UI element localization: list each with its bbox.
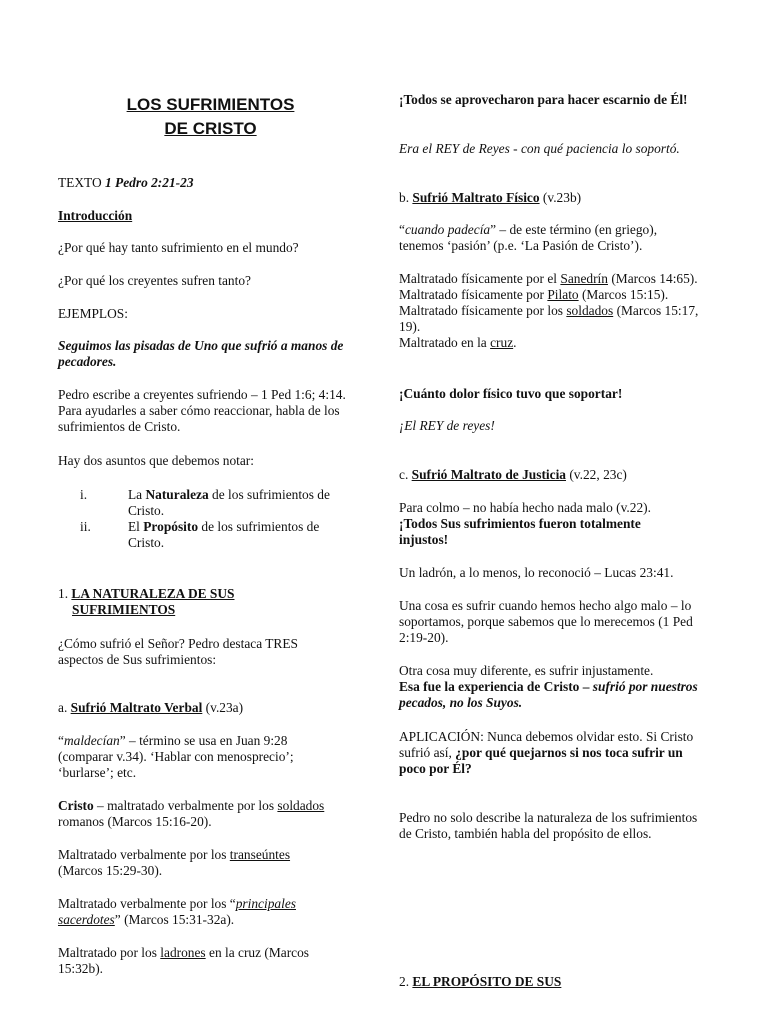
- f3-pre: Maltratado físicamente por los: [399, 303, 567, 318]
- a-title: Sufrió Maltrato Verbal: [70, 700, 203, 715]
- texto-line: [58, 175, 194, 191]
- list-bold: Naturaleza: [145, 487, 209, 502]
- cristo-bold: Cristo: [58, 798, 94, 813]
- maldecian-rest: ” – término se usa en Juan 9:28 (comparar v.34). ‘Hablar con menosprecio’; ‘burlarse’; etc.: [58, 733, 294, 780]
- hay-dos-paragraph: Hay dos asuntos que debemos notar:: [58, 453, 254, 468]
- section-2-heading: [399, 974, 561, 990]
- f3-u: soldados: [566, 303, 614, 318]
- section-2-num: 2.: [399, 974, 413, 989]
- apl-pre: APLICACIÓN: Nunca debemos olvidar esto. Si Cristo sufrió así,: [399, 729, 694, 760]
- cuanto-paragraph: ¡Cuánto dolor físico tuvo que soportar!: [399, 386, 623, 401]
- lad-end: en la cruz (Marcos 15:32b).: [58, 945, 310, 976]
- era-paragraph: Era el REY de Reyes - con qué paciencia lo soportó.: [399, 141, 680, 156]
- quote-open: “: [399, 222, 405, 237]
- title-line-1: LOS SUFRIMIENTOS: [126, 95, 295, 114]
- f1-end: (Marcos 14:65).: [607, 271, 698, 286]
- cristo-soldados: soldados: [277, 798, 325, 813]
- aplicacion-paragraph: [399, 729, 699, 777]
- trans-u: transeúntes: [229, 847, 291, 862]
- section-1-heading: [58, 586, 292, 618]
- todos-sus-paragraph: ¡Todos Sus sufrimientos fueron totalmente injustos!: [399, 516, 641, 547]
- ladron-paragraph: Un ladrón, a lo menos, lo reconoció – Lucas 23:41.: [399, 565, 674, 580]
- esa-bold: Esa fue la experiencia de Cristo –: [399, 679, 593, 694]
- c-ref: (v.22, 23c): [566, 467, 627, 482]
- ladrones-paragraph: [58, 945, 343, 977]
- a-ref: (v.23a): [202, 700, 244, 715]
- padecia-rest: ” – de este término (en griego), tenemos ‘pasión’ (p.e. ‘La Pasión de Cristo’).: [399, 222, 658, 253]
- trans-end: (Marcos 15:29-30).: [58, 863, 163, 878]
- texto-label: TEXTO: [58, 175, 105, 190]
- subsection-a-heading: [58, 700, 243, 716]
- lad-u: ladrones: [160, 945, 206, 960]
- section-1-title: LA NATURALEZA DE SUS SUFRIMIENTOS: [71, 586, 235, 617]
- title-line-2: DE CRISTO: [164, 119, 257, 138]
- list-num: ii.: [80, 519, 91, 534]
- f2-end: (Marcos 15:15).: [578, 287, 669, 302]
- roman-list: [58, 487, 358, 551]
- b-ref: (v.23b): [539, 190, 582, 205]
- f2-u: Pilato: [547, 287, 579, 302]
- list-pre: La: [128, 487, 146, 502]
- transeuntes-paragraph: [58, 847, 318, 879]
- b-label: b.: [399, 190, 413, 205]
- rey-paragraph: ¡El REY de reyes!: [399, 418, 495, 433]
- subsection-b-heading: [399, 190, 581, 206]
- list-item: [58, 519, 358, 551]
- cristo-paragraph: [58, 798, 358, 830]
- intro-heading: Introducción: [58, 208, 133, 223]
- maldecian-paragraph: [58, 733, 333, 781]
- list-num: i.: [80, 487, 88, 502]
- f4-u: cruz: [490, 335, 514, 350]
- c-label: c.: [399, 467, 412, 482]
- esa-bold-italic: sufrió por nuestros pecados, no los Suyos.: [399, 679, 698, 710]
- una-cosa-paragraph: Una cosa es sufrir cuando hemos hecho algo malo – lo soportamos, porque sabemos que lo merecemos (1 Ped 2:19-20).: [399, 598, 693, 645]
- pedro-no-paragraph: Pedro no solo describe la naturaleza de los sufrimientos de Cristo, también habla del propósito de ellos.: [399, 810, 698, 841]
- cristo-end: romanos (Marcos 15:16-20).: [58, 814, 212, 829]
- f2-pre: Maltratado físicamente por: [399, 287, 548, 302]
- subsection-c-heading: [399, 467, 627, 483]
- f1-u: Sanedrín: [560, 271, 608, 286]
- question-2: ¿Por qué los creyentes sufren tanto?: [58, 273, 251, 288]
- maldecian-term: maldecían: [63, 733, 120, 748]
- a-label: a.: [58, 700, 71, 715]
- list-pre: El: [128, 519, 144, 534]
- f1-pre: Maltratado físicamente por el: [399, 271, 561, 286]
- list-bold: Propósito: [143, 519, 199, 534]
- padecia-paragraph: [399, 222, 684, 254]
- princ-i: principales sacerdotes: [58, 896, 296, 927]
- todos-paragraph: ¡Todos se aprovecharon para hacer escarnio de Él!: [399, 92, 688, 107]
- seguimos-paragraph: Seguimos las pisadas de Uno que sufrió a manos de pecadores.: [58, 338, 344, 369]
- pedro-paragraph: Pedro escribe a creyentes sufriendo – 1 Ped 1:6; 4:14. Para ayudarles a saber cómo reaccionar, habla de los sufrimientos de Cristo.: [58, 387, 346, 434]
- colmo-paragraph: Para colmo – no había hecho nada malo (v.22).: [399, 500, 651, 515]
- f4-end: .: [513, 335, 517, 350]
- princ-pre: Maltratado verbalmente por los “: [58, 896, 236, 911]
- page-title: [58, 93, 363, 141]
- section-1-num: 1.: [58, 586, 72, 601]
- padecia-term: cuando padecía: [404, 222, 491, 237]
- como-paragraph: ¿Cómo sufrió el Señor? Pedro destaca TRES aspectos de Sus sufrimientos:: [58, 636, 298, 667]
- otra-paragraph: [399, 663, 699, 711]
- trans-pre: Maltratado verbalmente por los: [58, 847, 230, 862]
- otra-text: Otra cosa muy diferente, es sufrir injustamente.: [399, 663, 654, 678]
- list-item: [58, 487, 358, 519]
- fisico-list: [399, 271, 699, 351]
- quote-open: “: [58, 733, 64, 748]
- f4-pre: Maltratado en la: [399, 335, 491, 350]
- c-title: Sufrió Maltrato de Justicia: [411, 467, 566, 482]
- lad-pre: Maltratado por los: [58, 945, 161, 960]
- princ-end: ” (Marcos 15:31-32a).: [114, 912, 235, 927]
- list-post: de los sufrimientos de Cristo.: [128, 487, 330, 518]
- question-1: ¿Por qué hay tanto sufrimiento en el mundo?: [58, 240, 299, 255]
- list-post: de los sufrimientos de Cristo.: [128, 519, 320, 550]
- cristo-mid: – maltratado verbalmente por los: [93, 798, 278, 813]
- b-title: Sufrió Maltrato Físico: [412, 190, 540, 205]
- texto-ref: 1 Pedro 2:21-23: [105, 175, 194, 190]
- apl-bold: ¿por qué quejarnos si nos toca sufrir un poco por Él?: [399, 745, 683, 776]
- ejemplos-label: EJEMPLOS:: [58, 306, 128, 321]
- section-2-title: EL PROPÓSITO DE SUS: [412, 974, 562, 989]
- f3-end: (Marcos 15:17, 19).: [399, 303, 699, 334]
- principales-paragraph: [58, 896, 323, 928]
